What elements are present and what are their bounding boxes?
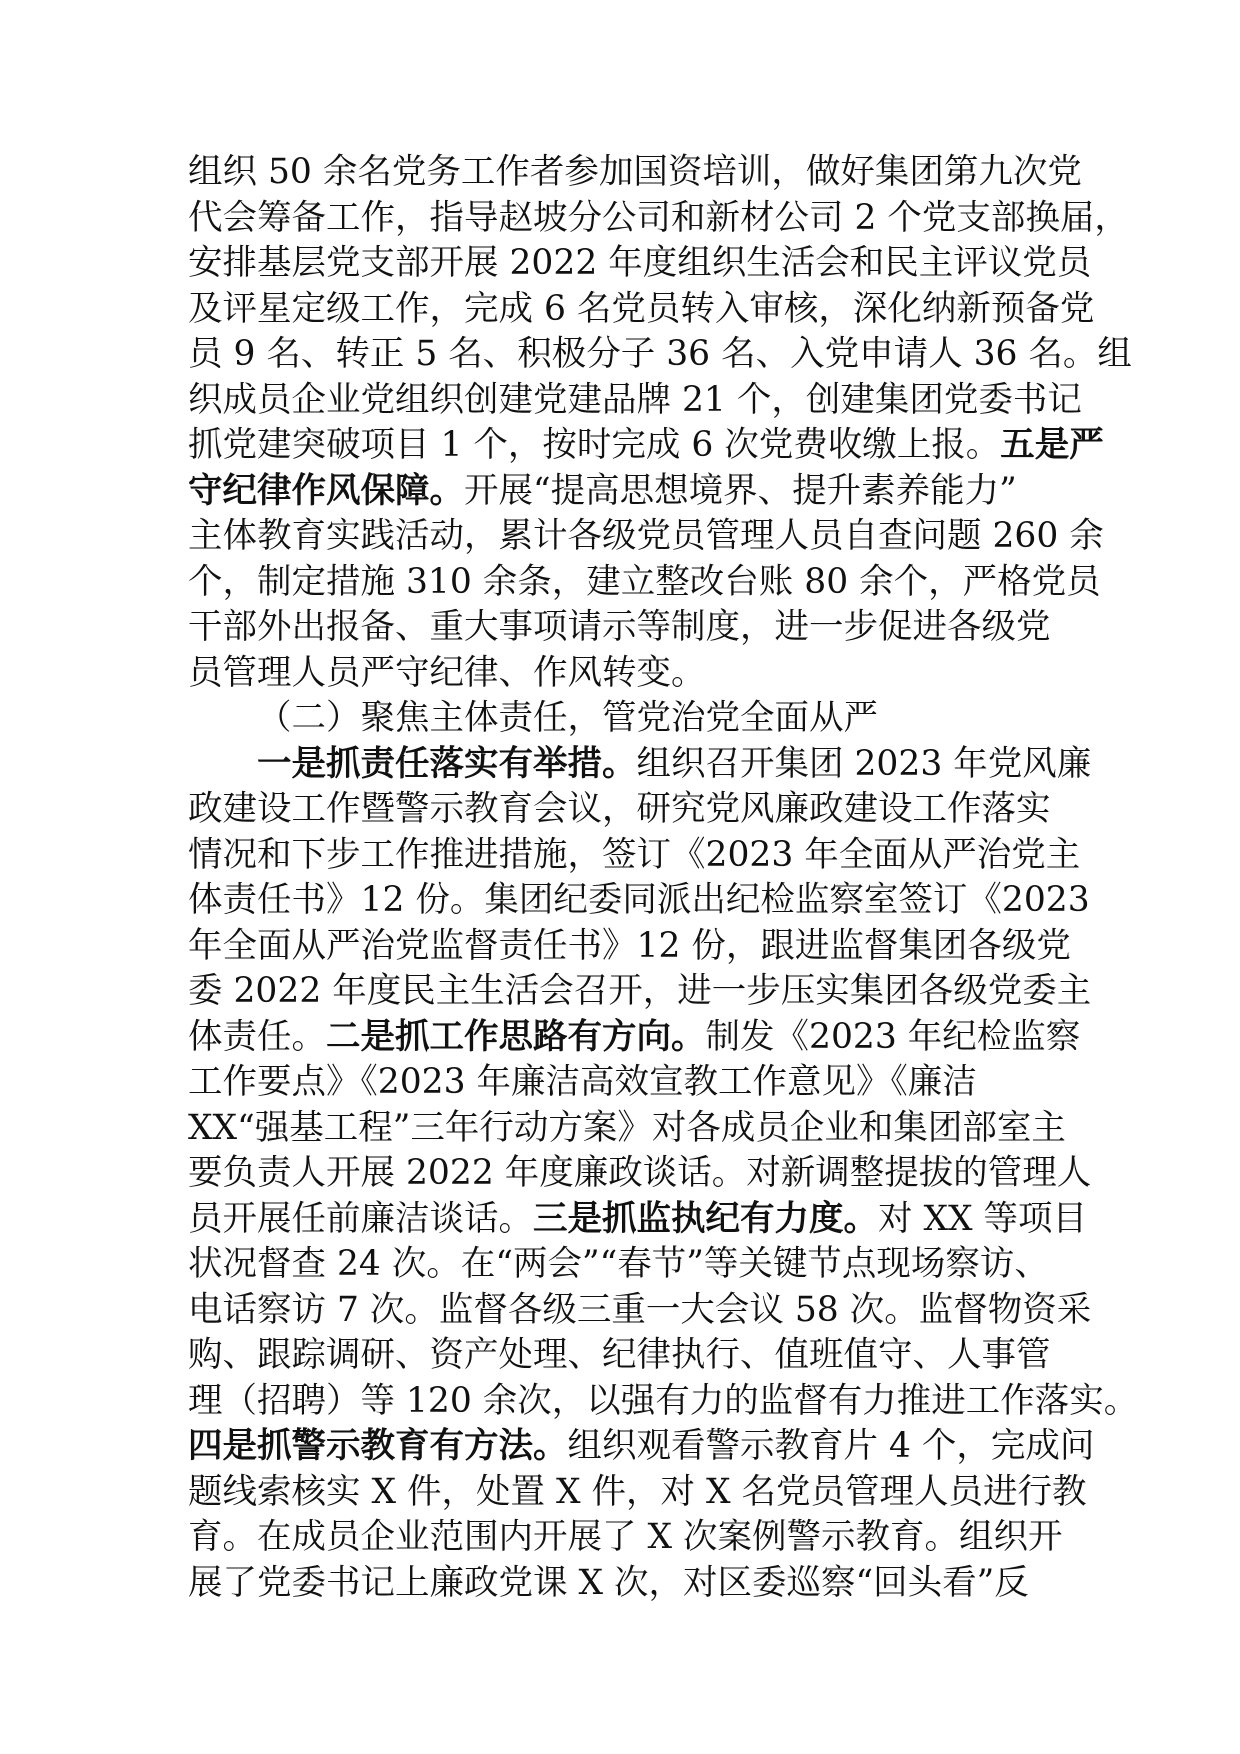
bold-lead-text: 四是抓警示教育有方法。 bbox=[188, 1426, 568, 1466]
body-line: 组织 50 余名党务工作者参加国资培训，做好集团第九次党 bbox=[188, 152, 1082, 192]
body-text: 抓党建突破项目 1 个，按时完成 6 次党费收缴上报。 bbox=[188, 425, 1001, 465]
bold-lead-text: 二是抓工作思路有方向。 bbox=[326, 1016, 706, 1057]
body-line bbox=[188, 1424, 1095, 1470]
body-line: 电话察访 7 次。监督各级三重一大会议 58 次。监督物资采 bbox=[188, 1289, 1092, 1330]
body-line: XX“强基工程”三年行动方案》对各成员企业和集团部室主 bbox=[188, 1107, 1066, 1148]
body-line bbox=[188, 1197, 1088, 1243]
body-text: 制发《2023 年纪检监察 bbox=[705, 1016, 1081, 1057]
body-line: 购、跟踪调研、资产处理、纪律执行、值班值守、人事管 bbox=[188, 1335, 1051, 1375]
body-line: 主体教育实践活动，累计各级党员管理人员自查问题 260 余 bbox=[188, 516, 1104, 556]
body-line: 状况督查 24 次。在“两会”“春节”等关键节点现场察访、 bbox=[188, 1244, 1049, 1284]
body-line: 展了党委书记上廉政党课 X 次，对区委巡察“回头看”反 bbox=[188, 1562, 1029, 1603]
bold-lead-text: 五是严 bbox=[1000, 425, 1104, 465]
body-text: 对 XX 等项目 bbox=[878, 1198, 1088, 1239]
body-line: 及评星定级工作，完成 6 名党员转入审核，深化纳新预备党 bbox=[188, 288, 1095, 329]
body-line: 体责任书》12 份。集团纪委同派出纪检监察室签订《2023 bbox=[188, 880, 1090, 920]
body-line: 政建设工作暨警示教育会议，研究党风廉政建设工作落实 bbox=[188, 789, 1051, 829]
body-text: 组织观看警示教育片 4 个，完成问 bbox=[567, 1426, 1095, 1466]
body-line: 代会筹备工作，指导赵坡分公司和新材公司 2 个党支部换届， bbox=[188, 197, 1129, 238]
section-heading: （二）聚焦主体责任，管党治党全面从严 bbox=[257, 698, 878, 738]
body-line: 要负责人开展 2022 年度廉政谈话。对新调整提拔的管理人 bbox=[188, 1153, 1092, 1193]
body-line: 年全面从严治党监督责任书》12 份，跟进监督集团各级党 bbox=[188, 925, 1071, 966]
body-line: 干部外出报备、重大事项请示等制度，进一步促进各级党 bbox=[188, 607, 1051, 647]
body-line: 情况和下步工作推进措施，签订《2023 年全面从严治党主 bbox=[188, 834, 1081, 875]
body-line: 织成员企业党组织创建党建品牌 21 个，创建集团党委书记 bbox=[188, 379, 1082, 420]
bold-lead-text: 三是抓监执纪有力度。 bbox=[533, 1198, 878, 1239]
body-line bbox=[188, 742, 1092, 788]
body-line: 育。在成员企业范围内开展了 X 次案例警示教育。组织开 bbox=[188, 1517, 1063, 1557]
body-line bbox=[188, 1015, 1081, 1061]
body-line: 个，制定措施 310 余条，建立整改台账 80 余个，严格党员 bbox=[188, 561, 1101, 602]
body-line: 委 2022 年度民主生活会召开，进一步压实集团各级党委主 bbox=[188, 971, 1092, 1011]
body-text: 组织召开集团 2023 年党风廉 bbox=[636, 743, 1092, 784]
document-page bbox=[188, 150, 1139, 1606]
body-line: 员管理人员严守纪律、作风转变。 bbox=[188, 652, 706, 693]
bold-lead-text: 守纪律作风保障。 bbox=[188, 470, 464, 511]
body-line: 题线索核实 X 件，处置 X 件，对 X 名党员管理人员进行教 bbox=[188, 1471, 1087, 1512]
body-line: 安排基层党支部开展 2022 年度组织生活会和民主评议党员 bbox=[188, 243, 1092, 283]
body-line: 理（招聘）等 120 余次，以强有力的监督有力推进工作落实。 bbox=[188, 1380, 1139, 1421]
body-line bbox=[188, 423, 1104, 469]
bold-lead-text: 一是抓责任落实有举措。 bbox=[257, 743, 637, 784]
body-line: 员 9 名、转正 5 名、积极分子 36 名、入党申请人 36 名。组 bbox=[188, 334, 1132, 374]
body-line bbox=[188, 469, 1068, 515]
body-text: 员开展任前廉洁谈话。 bbox=[188, 1198, 533, 1239]
body-text: 体责任。 bbox=[188, 1016, 326, 1057]
body-line: 工作要点》《2023 年廉洁高效宣教工作意见》《廉洁 bbox=[188, 1062, 977, 1102]
body-text: 开展“提高思想境界、提升素养能力” bbox=[464, 470, 1017, 511]
